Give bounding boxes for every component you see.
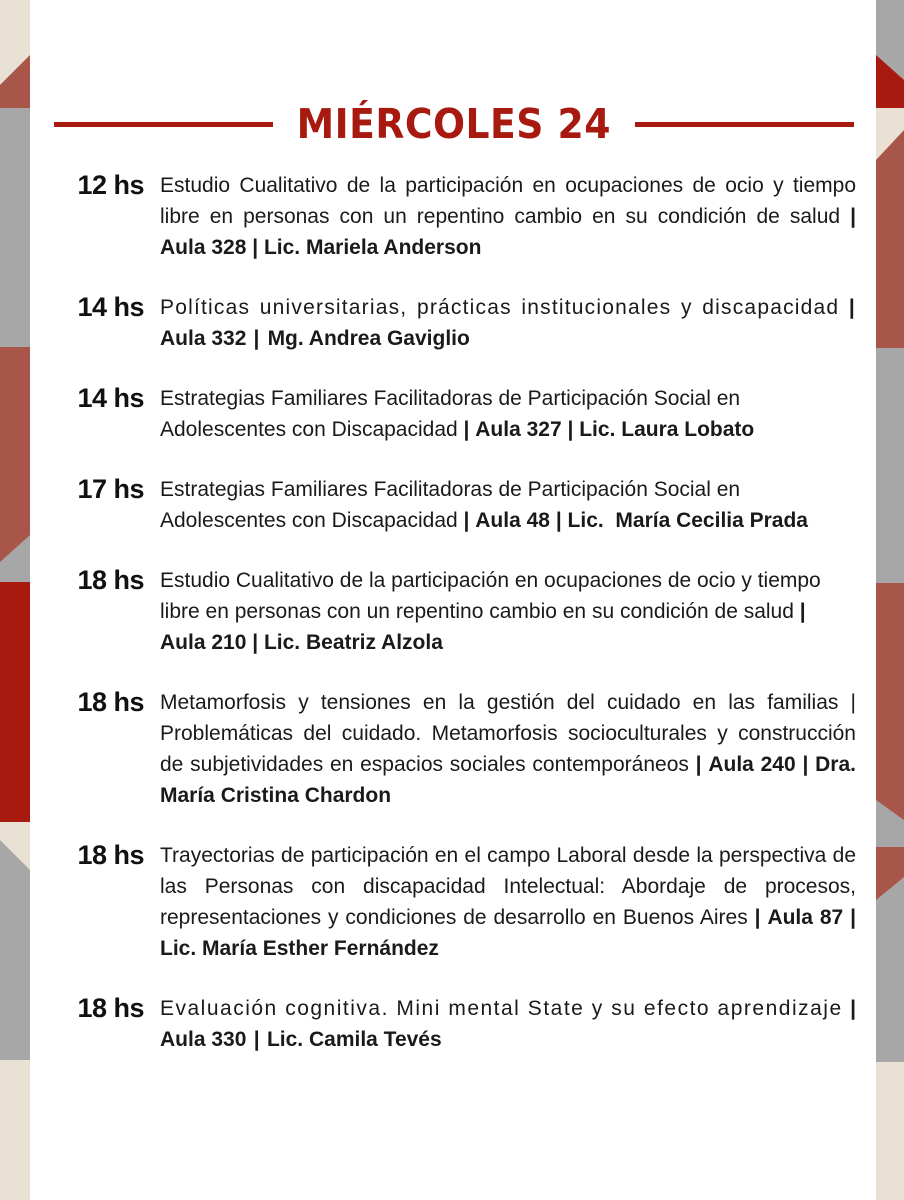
session-speaker: Lic. Camila Tevés (266, 1028, 442, 1051)
session-title: Estudio Cualitativo de la participación en ocupaciones de ocio y tiempo libre en personas con un repentino cambio en su condición de salud (160, 174, 856, 228)
session-item (48, 840, 856, 964)
separator: | (848, 296, 856, 319)
left-border-pattern (0, 0, 30, 1200)
session-time: 14 hs (77, 292, 144, 322)
left-decorative-border (0, 0, 30, 1200)
header-rule-left (54, 122, 273, 127)
session-title: Evaluación cognitiva. Mini mental State y su efecto aprendizaje (160, 997, 843, 1020)
session-speaker: Mg. Andrea Gaviglio (267, 327, 470, 350)
session-room: Aula 48 (475, 509, 550, 532)
session-list (48, 170, 856, 1055)
session-item (48, 383, 856, 445)
session-time: 12 hs (77, 170, 144, 200)
separator: | (799, 600, 806, 623)
session-description (160, 565, 856, 658)
separator: | (850, 997, 856, 1020)
session-title: Estrategias Familiares Facilitadoras de Participación Social en Adolescentes con Discapacidad (160, 387, 741, 441)
separator: | (850, 205, 856, 228)
right-border-pattern (876, 0, 904, 1200)
session-description (160, 840, 856, 964)
day-header (54, 96, 854, 152)
separator: | (695, 753, 702, 776)
session-item (48, 170, 856, 263)
session-item (48, 565, 856, 658)
separator: | (253, 1028, 260, 1051)
session-speaker: Lic. María Esther Fernández (160, 937, 439, 960)
separator: | (253, 327, 261, 350)
session-speaker: Lic. Mariela Anderson (263, 236, 482, 259)
separator: | (802, 753, 809, 776)
separator: | (850, 906, 857, 929)
session-title: Políticas universitarias, prácticas institucionales y discapacidad (160, 296, 840, 319)
session-description (160, 687, 856, 811)
session-item (48, 474, 856, 536)
separator: | (754, 906, 761, 929)
session-room: Aula 328 (160, 236, 247, 259)
separator: | (463, 509, 470, 532)
separator: | (555, 509, 562, 532)
session-item (48, 993, 856, 1055)
session-time: 14 hs (77, 383, 144, 413)
session-room: Aula 332 (160, 327, 247, 350)
session-description (160, 383, 856, 445)
session-room: Aula 327 (475, 418, 562, 441)
session-title: Metamorfosis y tensiones en la gestión del cuidado en las familias | Problemáticas del cuidado. Metamorfosis socioculturales y construcción de subjetividades en espacios sociales contemporáneos (160, 691, 856, 776)
session-description (160, 474, 856, 536)
session-time: 18 hs (77, 687, 144, 717)
session-title: Estudio Cualitativo de la participación en ocupaciones de ocio y tiempo libre en personas con un repentino cambio en su condición de salud (160, 569, 821, 623)
session-speaker: Dra. María Cristina Chardon (160, 753, 856, 807)
session-time: 18 hs (77, 840, 144, 870)
session-title: Trayectorias de participación en el campo Laboral desde la perspectiva de las Personas con discapacidad Intelectual: Abordaje de procesos, representaciones y condiciones de desarrollo en Buenos Aires (160, 844, 856, 929)
session-speaker: Lic. Beatriz Alzola (263, 631, 443, 654)
session-item (48, 687, 856, 811)
separator: | (252, 236, 259, 259)
session-speaker: Lic. Laura Lobato (579, 418, 755, 441)
separator: | (567, 418, 574, 441)
session-room: Aula 240 (708, 753, 796, 776)
session-room: Aula 87 (767, 906, 844, 929)
session-description (160, 292, 856, 354)
header-rule-right (635, 122, 854, 127)
day-title: MIÉRCOLES 24 (296, 100, 612, 148)
session-time: 18 hs (77, 565, 144, 595)
session-room: Aula 210 (160, 631, 247, 654)
session-room: Aula 330 (160, 1028, 247, 1051)
session-item (48, 292, 856, 354)
session-speaker: Lic. María Cecilia Prada (567, 509, 808, 532)
session-time: 18 hs (77, 993, 144, 1023)
right-decorative-border (876, 0, 904, 1200)
separator: | (252, 631, 259, 654)
separator: | (463, 418, 470, 441)
session-title: Estrategias Familiares Facilitadoras de Participación Social en Adolescentes con Discapacidad (160, 478, 741, 532)
session-time: 17 hs (77, 474, 144, 504)
session-description (160, 170, 856, 263)
session-description (160, 993, 856, 1055)
